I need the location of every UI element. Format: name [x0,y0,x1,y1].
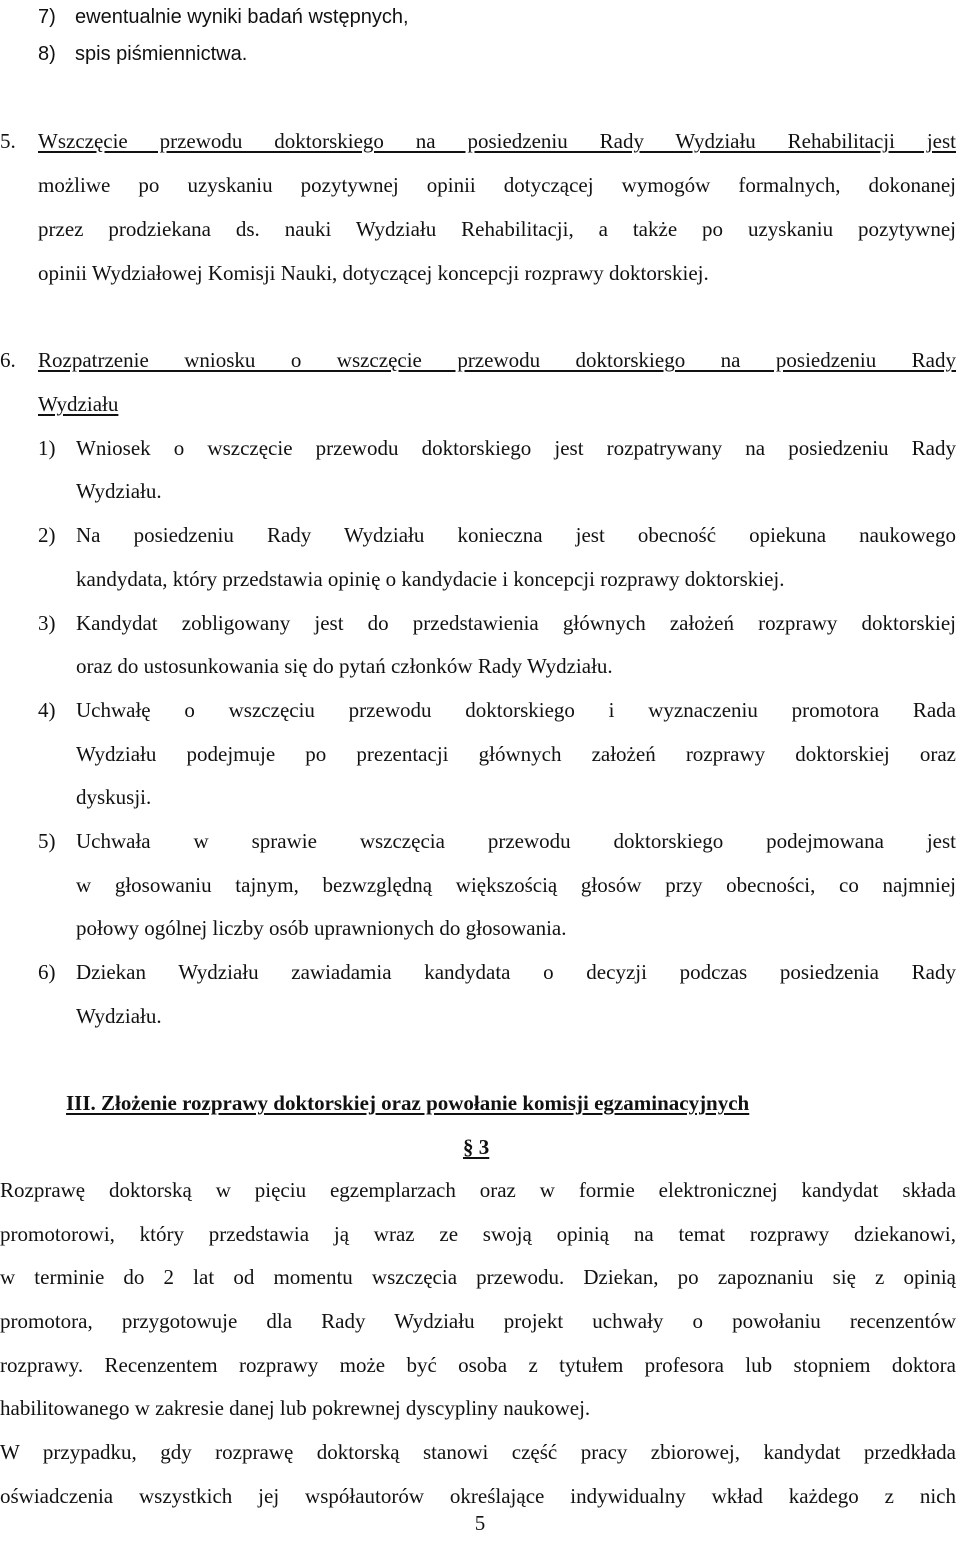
list-item-line: Na posiedzeniu Rady Wydziału konieczna jest obecność opiekuna naukowego [76,523,956,547]
list-item-number: 3) [38,611,56,635]
paragraph-2-line-1: W przypadku, gdy rozprawę doktorską stanowi część pracy zbiorowej, kandydat przedkłada [0,1440,956,1464]
point-6-title-line-1: Rozpatrzenie wniosku o wszczęcie przewodu doktorskiego na posiedzeniu Rady [38,348,956,372]
list-item-line: dyskusji. [76,785,152,809]
paragraph-1-line-2: promotorowi, który przedstawia ją wraz ze swoją opinią na temat rozprawy dziekanowi, [0,1222,956,1246]
point-number: 6. [0,348,16,372]
list-item-text: ewentualnie wyniki badań wstępnych, [75,6,409,28]
list-item-line: Wydziału. [76,479,162,503]
list-item-line: oraz do ustosunkowania się do pytań członków Rady Wydziału. [76,654,613,678]
list-item-line: Dziekan Wydziału zawiadamia kandydata o decyzji podczas posiedzenia Rady [76,960,956,984]
list-item-number: 8) [38,43,56,65]
list-item-number: 5) [38,829,56,853]
list-item-line: połowy ogólnej liczby osób uprawnionych do głosowania. [76,916,567,940]
list-item-line: Wydziału podejmuje po prezentacji głównych założeń rozprawy doktorskiej oraz [76,742,956,766]
list-item-line: Uchwałę o wszczęciu przewodu doktorskiego i wyznaczeniu promotora Rada [76,698,956,722]
point-5-line-2: możliwe po uzyskaniu pozytywnej opinii dotyczącej wymogów formalnych, dokonanej [38,173,956,197]
list-item-line: kandydata, który przedstawia opinię o kandydacie i koncepcji rozprawy doktorskiej. [76,567,785,591]
list-item-line: Uchwała w sprawie wszczęcia przewodu doktorskiego podejmowana jest [76,829,956,853]
point-6-title-line-2: Wydziału [38,392,119,416]
paragraph-1-line-4: promotora, przygotowuje dla Rady Wydziału projekt uchwały o powołaniu recenzentów [0,1309,956,1333]
list-item-text: spis piśmiennictwa. [75,43,248,65]
list-item-number: 1) [38,436,56,460]
list-item-line: Kandydat zobligowany jest do przedstawienia głównych założeń rozprawy doktorskiej [76,611,956,635]
list-item-number: 6) [38,960,56,984]
list-item-line: w głosowaniu tajnym, bezwzględną większością głosów przy obecności, co najmniej [76,873,956,897]
paragraph-sign: § 3 [463,1135,490,1159]
paragraph-1-line-1: Rozprawę doktorską w pięciu egzemplarzach oraz w formie elektronicznej kandydat składa [0,1178,956,1202]
list-item-line: Wniosek o wszczęcie przewodu doktorskiego jest rozpatrywany na posiedzeniu Rady [76,436,956,460]
point-number: 5. [0,129,16,153]
page-number: 5 [474,1511,486,1535]
point-5-line-1: Wszczęcie przewodu doktorskiego na posiedzeniu Rady Wydziału Rehabilitacji jest [38,129,956,153]
list-item-number: 2) [38,523,56,547]
paragraph-1-line-5: rozprawy. Recenzentem rozprawy może być osoba z tytułem profesora lub stopniem doktora [0,1353,956,1377]
list-item-number: 7) [38,6,56,28]
paragraph-2-line-2: oświadczenia wszystkich jej współautorów określające indywidualny wkład każdego z nich [0,1484,956,1508]
list-item-line: Wydziału. [76,1004,162,1028]
point-5-line-3: przez prodziekana ds. nauki Wydziału Rehabilitacji, a także po uzyskaniu pozytywnej [38,217,956,241]
paragraph-1-line-3: w terminie do 2 lat od momentu wszczęcia przewodu. Dziekan, po zapoznaniu się z opinią [0,1265,956,1289]
point-5-line-4: opinii Wydziałowej Komisji Nauki, dotyczącej koncepcji rozprawy doktorskiej. [38,261,709,285]
section-heading: III. Złożenie rozprawy doktorskiej oraz powołanie komisji egzaminacyjnych [66,1091,750,1115]
list-item-number: 4) [38,698,56,722]
paragraph-1-line-6: habilitowanego w zakresie danej lub pokrewnej dyscypliny naukowej. [0,1396,591,1420]
